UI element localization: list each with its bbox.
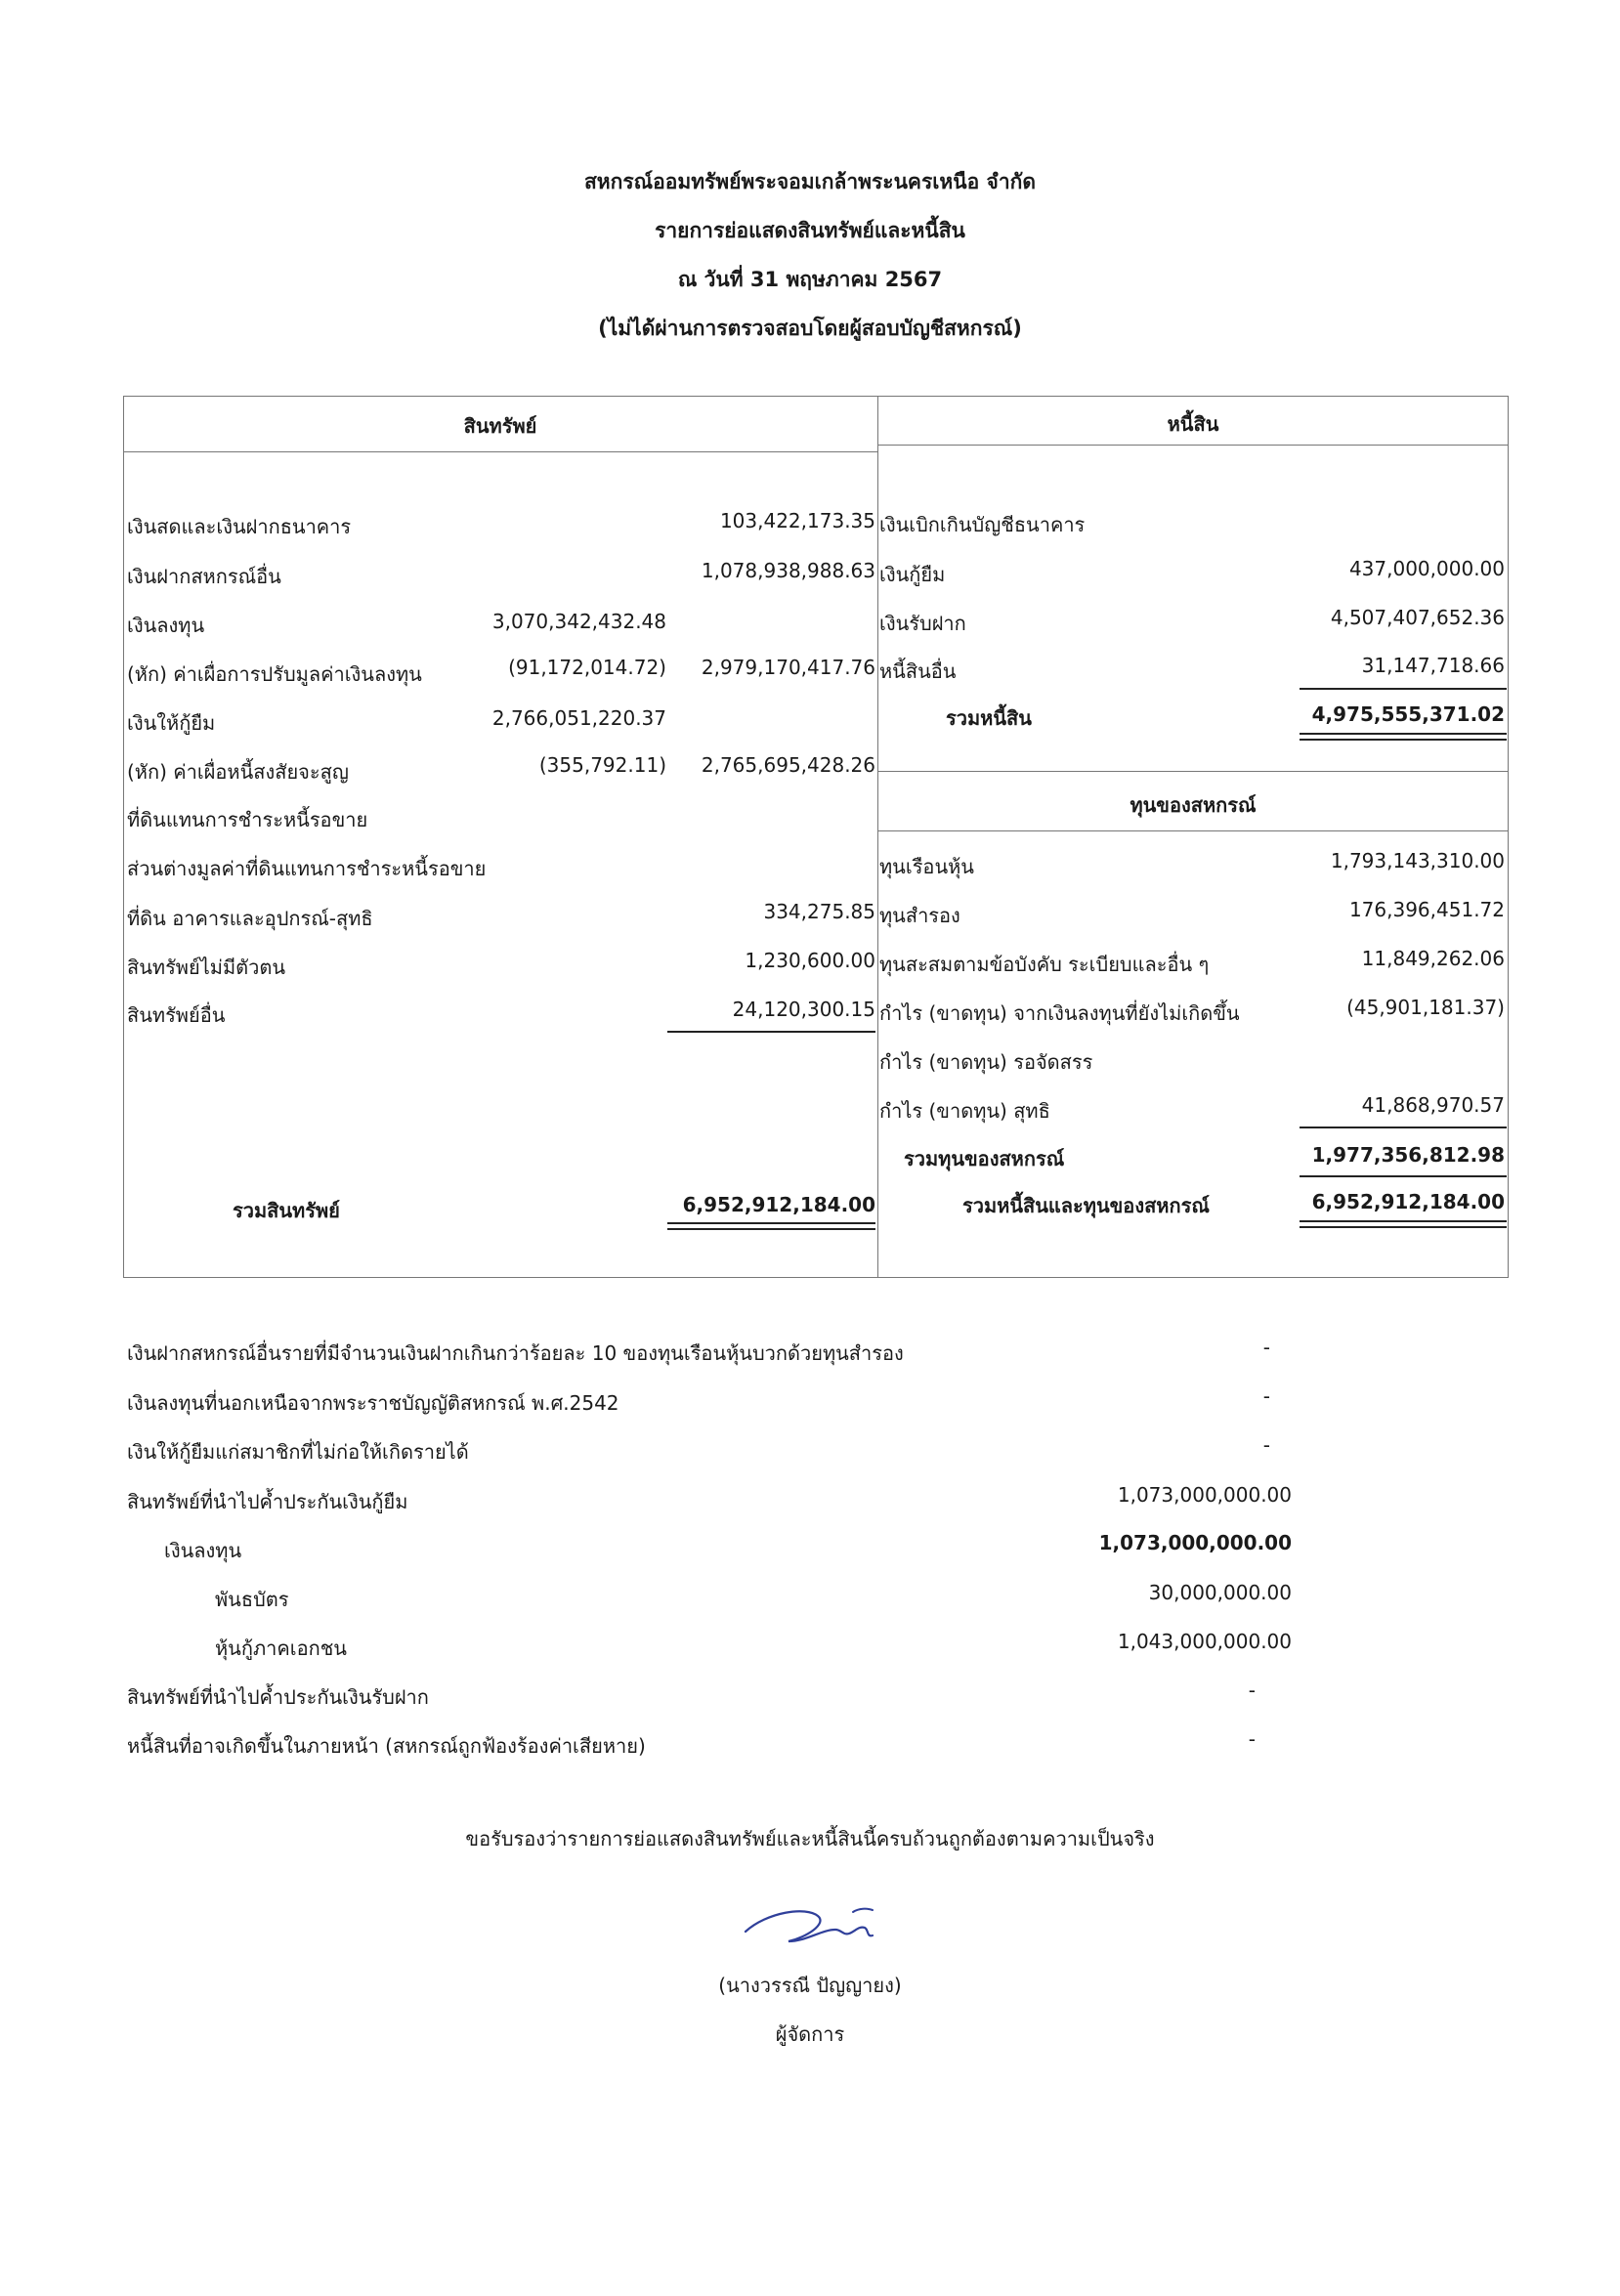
asset-sub-amount: (91,172,014.72) (508, 656, 666, 679)
note-value: - (1248, 1727, 1256, 1751)
total-assets-amount: 6,952,912,184.00 (682, 1193, 875, 1216)
note-value: 1,043,000,000.00 (1117, 1630, 1292, 1653)
asset-amount: 2,979,170,417.76 (701, 656, 875, 679)
signer-position: ผู้จัดการ (775, 2022, 845, 2046)
total-equity-label: รวมทุนของสหกรณ์ (904, 1147, 1065, 1170)
asset-label: (หัก) ค่าเผื่อหนี้สงสัยจะสูญ (127, 760, 349, 784)
asset-amount: 2,765,695,428.26 (701, 753, 875, 777)
liability-label: เงินเบิกเกินบัญชีธนาคาร (879, 513, 1086, 536)
note-label: สินทรัพย์ที่นำไปค้ำประกันเงินรับฝาก (127, 1685, 429, 1709)
note-label: เงินฝากสหกรณ์อื่นรายที่มีจำนวนเงินฝากเกินกว่าร้อยละ 10 ของทุนเรือนหุ้นบวกด้วยทุนสำรอง (127, 1341, 904, 1365)
note-value: 1,073,000,000.00 (1117, 1483, 1292, 1507)
total-assets-double-underline (667, 1222, 875, 1230)
total-assets-label: รวมสินทรัพย์ (233, 1199, 340, 1222)
equity-label: กำไร (ขาดทุน) สุทธิ (879, 1099, 1050, 1123)
note-label: เงินลงทุน (164, 1539, 242, 1562)
liability-label: เงินรับฝาก (879, 612, 966, 635)
note-value: - (1262, 1433, 1270, 1457)
signature-icon (738, 1891, 914, 1969)
equity-label: กำไร (ขาดทุน) รอจัดสรร (879, 1050, 1093, 1074)
subtotal-underline (667, 1031, 875, 1033)
asset-amount: 103,422,173.35 (719, 509, 875, 532)
asset-label: สินทรัพย์ไม่มีตัวตน (127, 956, 286, 979)
asset-label: เงินฝากสหกรณ์อื่น (127, 565, 281, 588)
grand-total-double-underline (1300, 1220, 1507, 1228)
equity-amount: 11,849,262.06 (1361, 947, 1505, 970)
asset-label: ส่วนต่างมูลค่าที่ดินแทนการชำระหนี้รอขาย (127, 857, 487, 880)
asset-label: เงินสดและเงินฝากธนาคาร (127, 515, 352, 538)
signer-name: (นางวรรณี ปัญญายง) (718, 1974, 902, 1997)
equity-label: ทุนสำรอง (879, 904, 960, 927)
note-label: เงินลงทุนที่นอกเหนือจากพระราชบัญญัติสหกรณ์ พ.ศ.2542 (127, 1391, 619, 1415)
equity-label: กำไร (ขาดทุน) จากเงินลงทุนที่ยังไม่เกิดขึ้น (879, 1001, 1240, 1025)
note-value: - (1248, 1679, 1256, 1702)
total-liabilities-double-underline (1300, 733, 1507, 741)
asset-sub-amount: 2,766,051,220.37 (491, 706, 666, 730)
liability-underline (1300, 688, 1507, 690)
asset-amount: 334,275.85 (763, 900, 875, 923)
note-label: พันธบัตร (215, 1588, 289, 1611)
note-value: 30,000,000.00 (1148, 1581, 1292, 1604)
liabilities-heading: หนี้สิน (1167, 412, 1219, 436)
org-name: สหกรณ์ออมทรัพย์พระจอมเกล้าพระนครเหนือ จำกัด (583, 170, 1037, 193)
grand-total-top-line (1300, 1175, 1507, 1177)
asset-label: เงินให้กู้ยืม (127, 711, 216, 735)
note-label: หุ้นกู้ภาคเอกชน (215, 1637, 347, 1660)
liability-label: หนี้สินอื่น (879, 659, 957, 683)
asset-label: ที่ดิน อาคารและอุปกรณ์-สุทธิ (127, 907, 373, 930)
equity-amount: (45,901,181.37) (1346, 996, 1505, 1019)
asset-label: (หัก) ค่าเผื่อการปรับมูลค่าเงินลงทุน (127, 662, 422, 686)
total-equity-amount: 1,977,356,812.98 (1311, 1143, 1505, 1167)
total-liabilities-amount: 4,975,555,371.02 (1311, 702, 1505, 726)
liability-amount: 31,147,718.66 (1361, 654, 1505, 677)
audit-note: (ไม่ได้ผ่านการตรวจสอบโดยผู้สอบบัญชีสหกรณ์) (598, 317, 1022, 340)
liability-amount: 437,000,000.00 (1348, 557, 1505, 580)
certification-text: ขอรับรองว่ารายการย่อแสดงสินทรัพย์และหนี้สินนี้ครบถ้วนถูกต้องตามความเป็นจริง (465, 1827, 1155, 1850)
asset-label: เงินลงทุน (127, 614, 205, 637)
equity-label: ทุนสะสมตามข้อบังคับ ระเบียบและอื่น ๆ (879, 953, 1210, 976)
grand-total-label: รวมหนี้สินและทุนของสหกรณ์ (962, 1194, 1210, 1217)
asset-amount: 24,120,300.15 (732, 998, 875, 1021)
total-liabilities-label: รวมหนี้สิน (946, 706, 1032, 730)
note-value: - (1262, 1336, 1270, 1359)
report-title: รายการย่อแสดงสินทรัพย์และหนี้สิน (655, 219, 965, 242)
report-date: ณ วันที่ 31 พฤษภาคม 2567 (677, 268, 943, 291)
equity-heading: ทุนของสหกรณ์ (1130, 793, 1257, 817)
equity-label: ทุนเรือนหุ้น (879, 855, 974, 878)
asset-amount: 1,230,600.00 (745, 949, 875, 972)
equity-amount: 41,868,970.57 (1361, 1093, 1505, 1117)
assets-heading: สินทรัพย์ (463, 414, 537, 438)
asset-sub-amount: (355,792.11) (538, 753, 666, 777)
equity-amount: 176,396,451.72 (1348, 898, 1505, 921)
asset-label: ที่ดินแทนการชำระหนี้รอขาย (127, 808, 368, 831)
equity-amount: 1,793,143,310.00 (1330, 849, 1505, 872)
note-value: 1,073,000,000.00 (1098, 1531, 1292, 1554)
note-label: สินทรัพย์ที่นำไปค้ำประกันเงินกู้ยืม (127, 1490, 408, 1513)
liability-label: เงินกู้ยืม (879, 563, 946, 586)
equity-underline (1300, 1127, 1507, 1128)
asset-label: สินทรัพย์อื่น (127, 1003, 226, 1027)
note-label: เงินให้กู้ยืมแก่สมาชิกที่ไม่ก่อให้เกิดรายได้ (127, 1440, 469, 1464)
asset-amount: 1,078,938,988.63 (701, 559, 875, 582)
note-value: - (1262, 1384, 1270, 1408)
asset-sub-amount: 3,070,342,432.48 (491, 610, 666, 633)
liability-amount: 4,507,407,652.36 (1330, 606, 1505, 629)
note-label: หนี้สินที่อาจเกิดขึ้นในภายหน้า (สหกรณ์ถูกฟ้องร้องค่าเสียหาย) (127, 1734, 646, 1758)
grand-total-amount: 6,952,912,184.00 (1311, 1190, 1505, 1213)
